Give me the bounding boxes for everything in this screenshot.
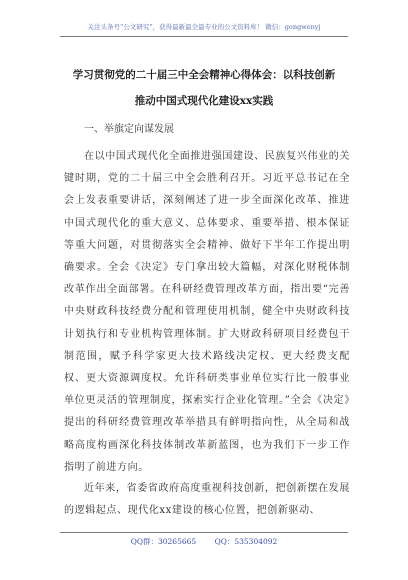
footer-divider: [60, 532, 348, 533]
footer-contact: [60, 536, 348, 548]
body-paragraph-2: 近年来，省委省政府高度重视科技创新，把创新摆在发展的逻辑起点、现代化xx建设的核心位置，把创新驱动、: [64, 483, 350, 517]
document-title-line-1: 学习贯彻党的二十届三中全会精神心得体会：以科技创新: [72, 69, 336, 81]
body-paragraph-1: 在以中国式现代化全面推进强国建设、民族复兴伟业的关键时期，党的二十届三中全会胜利召开。习近平总书记在全会上发表重要讲话，深刻阐述了进一步全面深化改革、推进中国式现代化的重大意义、总体要求、重要举措、根本保证等重大问题，对贯彻落实全会精神、做好下半年工作提出明确要求。全会《决定》专门拿出较大篇幅，对深化财税体制改革作出全面部署。在科研经费管理改革方面，指出要“完善中央财政科技经费分配和管理使用机制，健全中央财政科技计划执行和专业机构管理体制。扩大财政科研项目经费包干制范围，赋予科学家更大技术路线决定权、更大经费支配权、更大资源调度权。允许科研类事业单位实行比一般事业单位更灵活的管理制度，探索实行企业化管理。”全会《决定》提出的科研经费管理改革举措具有鲜明指向性，从全局和战略高度构画深化科技体制改革新蓝图，也为我们下一步工作指明了前进方向。: [64, 151, 350, 473]
footer-qq-number: QQ：535304092: [214, 537, 278, 546]
footer-qq-group: QQ群：30265665: [130, 537, 197, 546]
section-heading-1: 一、举旗定向谋发展: [84, 124, 174, 135]
header-banner: 关注头条号“公文研究”，获得最新最全最专业的公文资料库！ 微信：gongwenyj: [87, 23, 321, 31]
header-divider: [60, 36, 348, 37]
document-title-line-2: 推动中国式现代化建设xx实践: [134, 95, 274, 107]
